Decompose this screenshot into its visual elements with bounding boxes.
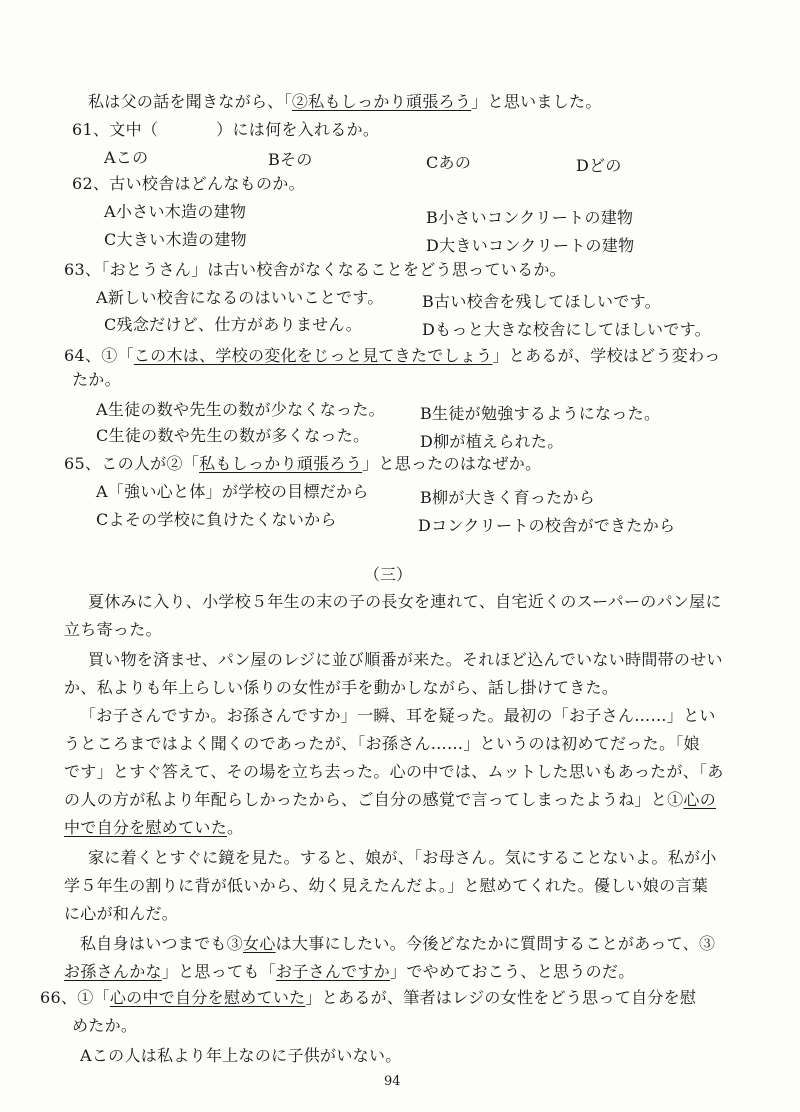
question-66-continued: めたか。 [72,1016,138,1035]
question-text-pre: 文中（ [109,120,159,139]
question-63 [64,260,566,280]
passage-text: は大事にしたい。今後どなたかに質問することがあって、③ [275,934,716,953]
passage-underlined: お子さんですか [275,962,391,981]
option: A小さい木造の建物 [104,202,247,221]
option: Dコンクリートの校舎ができたから [418,516,676,535]
question-text-pre: ①「 [77,988,110,1007]
passage-line: 「お子さんですか。お孫さんですか」一瞬、耳を疑った。最初の「お子さん……」とい [80,706,716,725]
passage-line [64,818,243,838]
question-number: 61、 [72,120,110,139]
question-underlined: 私もしっかり頑張ろう [199,454,363,473]
passage-line: 買い物を済ませ、パン屋のレジに並び順番が来た。それほど込んでいない時間帯のせい [88,650,723,669]
option: C生徒の数や先生の数が多くなった。 [96,426,370,445]
passage-line: です」とすぐ答えて、その場を立ち去った。心の中では、ムットした思いもあったが、「あ [64,762,724,781]
question-number: 63、 [64,260,102,279]
option: B柳が大きく育ったから [420,488,596,507]
section-heading: （三） [364,565,413,584]
question-text: 「おとうさん」は古い校舎がなくなることをどう思っているか。 [101,260,566,279]
option: C大きい木造の建物 [104,230,247,249]
intro-text-pre: 私は父の話を聞きながら、「 [88,92,292,111]
passage-text: の人の方が私より年配らしかったから、ご自分の感覚で言ってしまったようね」と① [64,790,684,809]
intro-sentence [88,92,602,112]
passage-text: 。 [227,818,244,837]
intro-text-post: 」と思いました。 [471,92,602,111]
passage-line: うところまではよく聞くのであったが、「お孫さん……」というのは初めてだった。「娘 [64,734,700,753]
passage-underlined: 心の [683,790,717,809]
passage-underlined: 中で自分を慰めていた [64,818,228,837]
question-62 [72,174,305,194]
option: A生徒の数や先生の数が少なくなった。 [96,400,385,419]
question-text: 古い校舎はどんなものか。 [109,174,305,193]
question-number: 64、 [64,346,102,365]
passage-line: か、私よりも年上らしい係りの女性が手を動かしながら、話し掛けてきた。 [64,678,619,697]
passage-line: 家に着くとすぐに鏡を見た。すると、娘が、「お母さん。気にすることないよ。私が小 [88,848,717,867]
option: B小さいコンクリートの建物 [426,208,634,227]
option: Bその [268,150,313,169]
option: B生徒が勉強するようになった。 [420,404,661,423]
question-number: 62、 [72,174,110,193]
option: A「強い心と体」が学校の目標だから [96,482,369,501]
option: D柳が植えられた。 [420,432,564,451]
passage-text: 私自身はいつまでも③ [80,934,244,953]
passage-line [64,962,635,982]
option: Dどの [576,156,622,175]
question-text-pre: ①「 [101,346,134,365]
page-number: 94 [384,1074,401,1089]
passage-line: 学５年生の割りに背が低いから、幼く見えたんだよ。」と慰めてくれた。優しい娘の言葉 [64,876,709,895]
passage-line: 立ち寄った。 [64,620,162,639]
option: C残念だけど、仕方がありません。 [104,315,363,334]
passage-underlined: お孫さんかな [64,962,162,981]
option: D大きいコンクリートの建物 [426,236,635,255]
intro-underlined: ②私もしっかり頑張ろう [291,92,472,111]
question-number: 65、 [64,454,102,473]
option: B古い校舎を残してほしいです。 [422,292,661,311]
passage-underlined: 女心 [243,934,276,953]
passage-text: 」と思っても「 [161,962,276,981]
question-65 [64,454,541,474]
question-66 [40,988,696,1008]
question-text-post: 」とあるが、学校はどう変わっ [492,346,721,365]
question-text-post: ）には何を入れるか。 [216,120,380,139]
question-text-pre: この人が②「 [101,454,200,473]
question-text-post: 」とあるが、筆者はレジの女性をどう思って自分を慰 [305,988,697,1007]
passage-line: 夏休みに入り、小学校５年生の末の子の長女を連れて、自宅近くのスーパーのパン屋に [88,592,722,611]
option: Cよその学校に負けたくないから [96,510,337,529]
question-underlined: この木は、学校の変化をじっと見てきたでしょう [133,346,493,365]
passage-line [64,790,716,810]
option: Cあの [426,153,472,172]
passage-line [80,934,715,954]
passage-line: に心が和んだ。 [64,904,179,923]
question-61 [72,120,379,140]
option: Dもっと大きな校舎にしてほしいです。 [422,320,711,339]
option: A新しい校舎になるのはいいことです。 [96,288,384,307]
question-64 [64,346,721,366]
option: Aこの人は私より年上なのに子供がいない。 [80,1046,402,1065]
option: Aこの [104,148,149,167]
question-text-post: 」と思ったのはなぜか。 [362,454,542,473]
question-64-continued: たか。 [72,370,121,389]
question-underlined: 心の中で自分を慰めていた [109,988,306,1007]
passage-text: 」でやめておこう、と思うのだ。 [390,962,635,981]
question-number: 66、 [40,988,78,1007]
